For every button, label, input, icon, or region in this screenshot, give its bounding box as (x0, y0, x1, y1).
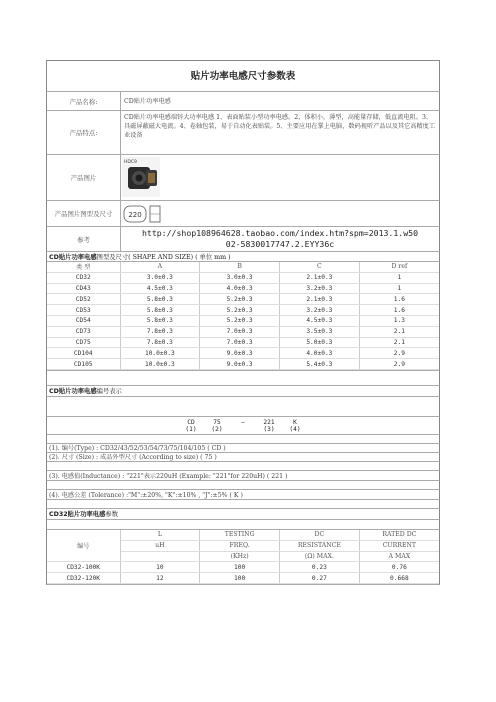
table-cell: CD32-100K (47, 562, 120, 573)
table-cell: 4.0±0.3 (200, 283, 280, 294)
product-image-label: 产品图片 (47, 155, 121, 200)
code-line-tolerance: (4). 电感公差 (Tolerance) :"M":±20%, "K":±10% , "J":±5% ( K ) (46, 490, 440, 500)
table-cell: 5.2±0.3 (200, 305, 280, 316)
reference-row (46, 227, 440, 252)
table-cell: 5.8±0.3 (120, 315, 200, 326)
code-part: CD (187, 418, 195, 426)
shape-title-bold: CD贴片功率电感 (49, 254, 97, 261)
dimension-marking: 220 (128, 211, 142, 219)
param-table-row (47, 573, 439, 584)
param-header (46, 509, 440, 520)
param-header-cell (120, 551, 200, 562)
code-header (46, 386, 440, 397)
table-cell: 4.0±0.3 (280, 348, 360, 359)
table-cell: CD75 (47, 337, 120, 348)
shape-table-row (47, 283, 439, 294)
parameter-sheet (46, 60, 440, 585)
param-table-row (47, 562, 439, 573)
param-table (46, 530, 440, 585)
product-feature-row (46, 111, 440, 155)
product-feature-value: CD贴片功率电感端锌大功率电感 1、表面贴装小型功率电感。2、体积小，薄型，高能量存储，低直流电阻。3、具磁屏蔽磁大电流。4、卷轴包装，易于自动化表贴装。5、主要应用在掌上电脑，数码视听产品以及其它高精度工业设备 (124, 114, 436, 139)
table-cell: 5.2±0.3 (200, 294, 280, 305)
shape-table-header (47, 262, 439, 272)
param-title-bold: CD32贴片功率电感 (49, 511, 106, 519)
code-spacer-row (46, 397, 440, 417)
table-cell: 2.1 (359, 337, 439, 348)
table-cell: 7.8±0.3 (120, 337, 200, 348)
table-cell: 5.4±0.3 (280, 359, 360, 370)
code-num: (4) (289, 425, 301, 433)
table-cell: 9.0±0.3 (200, 359, 280, 370)
param-header-cell: CURRENT (359, 540, 439, 551)
table-cell: 0.76 (359, 562, 439, 573)
code-spacer-row-4 (46, 481, 440, 490)
code-example-parts (47, 419, 439, 426)
table-cell: CD54 (47, 315, 120, 326)
dimension-label: 产品图片图型及尺寸 (47, 201, 121, 226)
table-cell: 3.0±0.3 (200, 272, 280, 283)
shape-title-rest: 图型及尺寸( SHAPE AND SIZE) ( 单位 mm ) (96, 254, 231, 261)
table-cell: 2.1 (359, 326, 439, 337)
param-header-cell: L (120, 530, 200, 540)
code-num: (3) (263, 425, 275, 433)
product-image-row (46, 155, 440, 201)
table-cell: CD105 (47, 359, 120, 370)
param-spacer-row (46, 520, 440, 530)
dimension-diagram (123, 205, 169, 223)
param-header-cell: (KHz) (200, 551, 280, 562)
code-spacer-row-3 (46, 462, 440, 471)
reference-url-line1[interactable]: http://shop108964628.taobao.com/index.htm?spm=2013.1.w50 (141, 228, 419, 238)
table-cell: 3.0±0.3 (120, 272, 200, 283)
table-cell: CD53 (47, 305, 120, 316)
table-cell: 5.0±0.3 (280, 337, 360, 348)
param-title-rest: 参数 (105, 511, 118, 519)
reference-url[interactable] (121, 227, 439, 251)
shape-table-row (47, 272, 439, 283)
table-cell: 7.0±0.3 (200, 337, 280, 348)
reference-label: 参考 (47, 227, 121, 251)
table-cell: 1 (359, 272, 439, 283)
product-name-row (46, 92, 440, 111)
table-cell: 1.6 (359, 305, 439, 316)
code-num: (1) (185, 425, 197, 433)
param-header-cell: TESTING (200, 530, 280, 540)
table-cell: CD52 (47, 294, 120, 305)
code-line-inductance: (3). 电感值(Inductance) : "221"表示220uH (Example: "221"for 220uH) ( 221 ) (46, 471, 440, 481)
code-example-nums (47, 426, 439, 433)
param-header-row (47, 530, 439, 540)
table-cell: 100 (200, 573, 280, 584)
table-cell: 0.27 (280, 573, 360, 584)
shape-size-header (46, 252, 440, 262)
code-num (230, 426, 256, 433)
code-line-size: (2). 尺寸 (Size) : 成品外型尺寸 (According to size) ( 75 ) (46, 453, 440, 462)
table-cell: 3.2±0.3 (280, 305, 360, 316)
param-header-cell: uH (120, 540, 200, 551)
table-cell: 2.9 (359, 348, 439, 359)
shape-table-row (47, 294, 439, 305)
table-cell: CD32-120K (47, 573, 120, 584)
table-cell: 100 (200, 562, 280, 573)
shape-table-row (47, 305, 439, 316)
table-cell: 3.2±0.3 (280, 283, 360, 294)
table-cell: 0.668 (359, 573, 439, 584)
table-cell: CD73 (47, 326, 120, 337)
shape-table-row (47, 348, 439, 359)
table-cell: 2.1±0.3 (280, 294, 360, 305)
table-cell: 2.1±0.3 (280, 272, 360, 283)
code-part: 221 (263, 418, 275, 426)
table-cell: 5.2±0.3 (200, 315, 280, 326)
code-part: — (241, 418, 245, 426)
table-cell: 2.9 (359, 359, 439, 370)
table-cell: 10.0±0.3 (120, 359, 200, 370)
shape-table-row (47, 359, 439, 370)
code-title-rest: 编号表示 (96, 388, 122, 396)
photo-logo-text: HDC9 (124, 160, 137, 165)
code-example (46, 417, 440, 435)
shape-header-cell: A (120, 262, 200, 272)
param-header-cell: RATED DC (359, 530, 439, 540)
table-cell: 7.8±0.3 (120, 326, 200, 337)
product-name-value: CD贴片功率电感 (124, 98, 171, 105)
table-cell: 7.0±0.3 (200, 326, 280, 337)
table-cell: 10 (120, 562, 200, 573)
table-cell: 5.8±0.3 (120, 294, 200, 305)
shape-header-cell: 类 型 (47, 262, 120, 272)
code-num: (2) (211, 425, 223, 433)
shape-size-table (46, 262, 440, 371)
code-line-type: (1). 编号(Type) : CD32/43/52/53/54/73/75/104/105 ( CD ) (46, 444, 440, 453)
code-spacer-row-5 (46, 500, 440, 509)
blank-row (46, 371, 440, 386)
param-code-header: 编号 (47, 530, 120, 562)
code-part: 75 (213, 418, 221, 426)
product-feature-label: 产品特点: (47, 111, 121, 154)
param-header-cell: A MAX (359, 551, 439, 562)
table-cell: CD32 (47, 272, 120, 283)
table-cell: 5.8±0.3 (120, 305, 200, 316)
table-cell: 1.6 (359, 294, 439, 305)
dimension-row (46, 201, 440, 227)
param-header-cell: (Ω) MAX. (280, 551, 360, 562)
shape-table-row (47, 326, 439, 337)
shape-header-cell: C (280, 262, 360, 272)
shape-table-row (47, 315, 439, 326)
reference-url-line2[interactable]: 02-5830017747.2.EYY36c (225, 239, 335, 249)
product-name-label: 产品名称: (47, 92, 121, 110)
param-header-cell: FREQ. (200, 540, 280, 551)
table-cell: 9.0±0.3 (200, 348, 280, 359)
table-cell: 12 (120, 573, 200, 584)
page-title: 贴片功率电感尺寸参数表 (46, 60, 440, 92)
table-cell: 4.5±0.3 (280, 315, 360, 326)
table-cell: 4.5±0.3 (120, 283, 200, 294)
code-title-bold: CD贴片功率电感 (49, 388, 97, 396)
table-cell: 1 (359, 283, 439, 294)
shape-header-cell: D ref (359, 262, 439, 272)
table-cell: CD104 (47, 348, 120, 359)
shape-table-row (47, 337, 439, 348)
table-cell: 0.23 (280, 562, 360, 573)
table-cell: 1.3 (359, 315, 439, 326)
param-header-cell: DC (280, 530, 360, 540)
param-header-cell: RESISTANCE (280, 540, 360, 551)
table-cell: 3.5±0.3 (280, 326, 360, 337)
code-part: K (293, 418, 297, 426)
table-cell: CD43 (47, 283, 120, 294)
shape-header-cell: B (200, 262, 280, 272)
table-cell: 10.0±0.3 (120, 348, 200, 359)
product-photo (122, 157, 160, 197)
